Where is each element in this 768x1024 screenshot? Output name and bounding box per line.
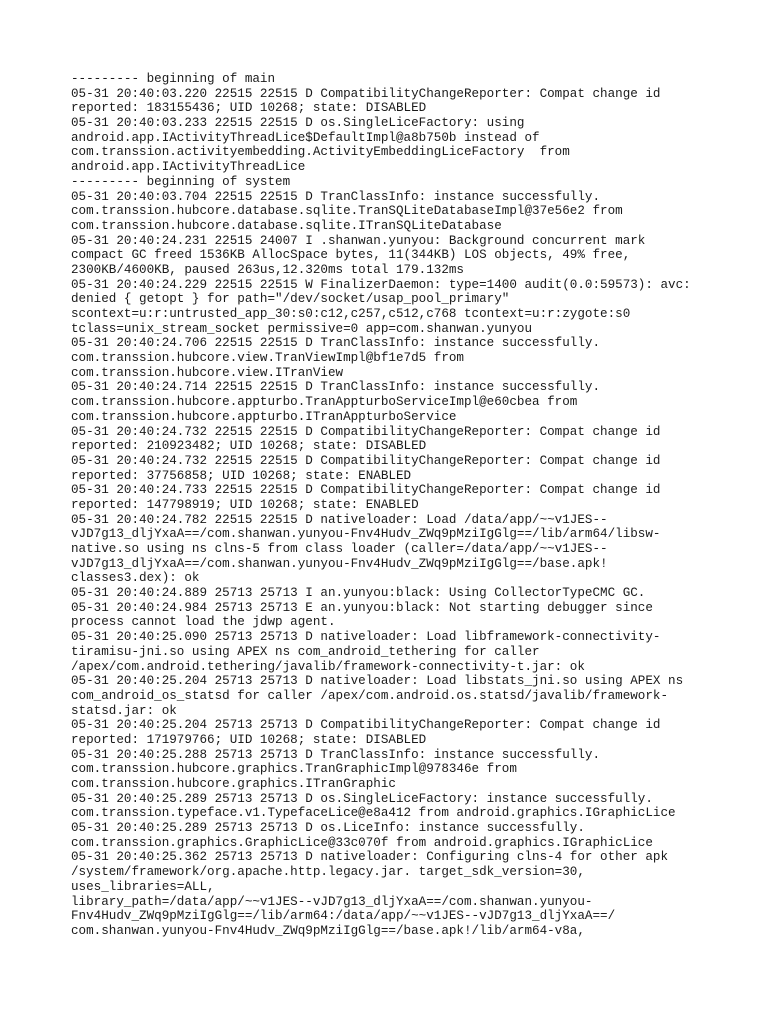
log-line: 05-31 20:40:24.732 22515 22515 D CompatibilityChangeReporter: Compat change id — [71, 453, 661, 468]
log-line: com.transsion.hubcore.database.sqlite.TranSQLiteDatabaseImpl@37e56e2 from — [71, 204, 623, 219]
log-line: tclass=unix_stream_socket permissive=0 app=com.shanwan.yunyou — [71, 321, 533, 336]
log-line: com.transsion.hubcore.graphics.TranGraphicImpl@978346e from — [71, 762, 517, 777]
log-line: process cannot load the jdwp agent. — [71, 615, 336, 630]
log-line: com.transsion.hubcore.graphics.ITranGraphic — [71, 777, 396, 791]
log-line: --------- beginning of main — [71, 72, 276, 86]
log-line: scontext=u:r:untrusted_app_30:s0:c12,c257,c512,c768 tcontext=u:r:zygote:s0 — [71, 307, 631, 321]
log-line: 05-31 20:40:25.289 25713 25713 D os.SingleLiceFactory: instance successfully. — [71, 791, 653, 806]
log-line: 05-31 20:40:24.889 25713 25713 I an.yunyou:black: Using CollectorTypeCMC GC. — [71, 586, 646, 601]
log-line: 05-31 20:40:25.362 25713 25713 D nativeloader: Configuring clns-4 for other apk — [71, 850, 669, 865]
log-line: /system/framework/org.apache.http.legacy.jar. target_sdk_version=30, — [71, 865, 585, 880]
log-line: reported: 37756858; UID 10268; state: ENABLED — [71, 468, 412, 483]
log-line: 05-31 20:40:03.704 22515 22515 D TranClassInfo: instance successfully. — [71, 189, 601, 204]
log-line: vJD7g13_dljYxaA==/com.shanwan.yunyou-Fnv4Hudv_ZWq9pMziIgGlg==/base.apk! — [71, 556, 608, 571]
log-line: com.transsion.typeface.v1.TypefaceLice@e8a412 from android.graphics.IGraphicLice — [71, 806, 676, 821]
log-line: 2300KB/4600KB, paused 263us,12.320ms total 179.132ms — [71, 262, 464, 277]
log-line: denied { getopt } for path="/dev/socket/usap_pool_primary" — [71, 292, 510, 307]
log-line: com.transsion.hubcore.appturbo.ITranAppturboService — [71, 409, 457, 424]
log-line: com_android_os_statsd for caller /apex/com.android.os.statsd/javalib/framework- — [71, 688, 669, 703]
log-line: statsd.jar: ok — [71, 703, 177, 718]
log-line: com.transsion.hubcore.view.TranViewImpl@bf1e7d5 from — [71, 351, 464, 366]
log-line: com.transsion.graphics.GraphicLice@33c070f from android.graphics.IGraphicLice — [71, 835, 653, 850]
log-line: 05-31 20:40:24.229 22515 22515 W FinalizerDaemon: type=1400 audit(0.0:59573): avc: — [71, 277, 691, 292]
log-line: 05-31 20:40:25.204 25713 25713 D nativeloader: Load libstats_jni.so using APEX ns — [71, 674, 684, 689]
log-line: 05-31 20:40:03.220 22515 22515 D CompatibilityChangeReporter: Compat change id — [71, 86, 661, 101]
log-line: 05-31 20:40:25.204 25713 25713 D CompatibilityChangeReporter: Compat change id — [71, 718, 661, 733]
log-line: 05-31 20:40:24.782 22515 22515 D nativeloader: Load /data/app/~~v1JES-- — [71, 512, 608, 527]
log-line: com.transsion.hubcore.database.sqlite.ITranSQLiteDatabase — [71, 218, 502, 233]
log-line: com.shanwan.yunyou-Fnv4Hudv_ZWq9pMziIgGlg==/base.apk!/lib/arm64-v8a, — [71, 923, 585, 938]
log-line: 05-31 20:40:25.288 25713 25713 D TranClassInfo: instance successfully. — [71, 747, 601, 762]
log-line: classes3.dex): ok — [71, 571, 200, 586]
log-line: 05-31 20:40:24.984 25713 25713 E an.yunyou:black: Not starting debugger since — [71, 600, 653, 615]
log-text — [71, 72, 701, 939]
log-line: native.so using ns clns-5 from class loader (caller=/data/app/~~v1JES-- — [71, 542, 608, 556]
log-line: com.transsion.hubcore.view.ITranView — [71, 365, 344, 380]
log-line: android.app.IActivityThreadLice — [71, 160, 306, 175]
log-line: 05-31 20:40:25.090 25713 25713 D nativeloader: Load libframework-connectivity- — [71, 630, 661, 645]
log-line: --------- beginning of system — [71, 174, 291, 189]
log-line: /apex/com.android.tethering/javalib/framework-connectivity-t.jar: ok — [71, 659, 585, 674]
log-line: vJD7g13_dljYxaA==/com.shanwan.yunyou-Fnv4Hudv_ZWq9pMziIgGlg==/lib/arm64/libsw- — [71, 527, 661, 542]
log-line: 05-31 20:40:03.233 22515 22515 D os.SingleLiceFactory: using — [71, 116, 525, 131]
log-line: uses_libraries=ALL, — [71, 879, 215, 894]
log-line: reported: 183155436; UID 10268; state: DISABLED — [71, 101, 427, 116]
log-line: com.transsion.hubcore.appturbo.TranAppturboServiceImpl@e60cbea from — [71, 395, 578, 410]
log-line: reported: 171979766; UID 10268; state: DISABLED — [71, 732, 427, 747]
log-line: Fnv4Hudv_ZWq9pMziIgGlg==/lib/arm64:/data/app/~~v1JES--vJD7g13_dljYxaA==/ — [71, 909, 616, 924]
log-line: 05-31 20:40:25.289 25713 25713 D os.LiceInfo: instance successfully. — [71, 821, 585, 836]
log-line: compact GC freed 1536KB AllocSpace bytes, 11(344KB) LOS objects, 49% free, — [71, 248, 631, 263]
log-line: 05-31 20:40:24.714 22515 22515 D TranClassInfo: instance successfully. — [71, 380, 601, 395]
log-line: tiramisu-jni.so using APEX ns com_android_tethering for caller — [71, 644, 540, 659]
log-line: 05-31 20:40:24.231 22515 24007 I .shanwan.yunyou: Background concurrent mark — [71, 233, 646, 248]
log-line: library_path=/data/app/~~v1JES--vJD7g13_dljYxaA==/com.shanwan.yunyou- — [71, 894, 593, 909]
log-line: android.app.IActivityThreadLice$DefaultImpl@a8b750b instead of — [71, 130, 540, 145]
log-line: 05-31 20:40:24.706 22515 22515 D TranClassInfo: instance successfully. — [71, 336, 601, 351]
log-line: com.transsion.activityembedding.ActivityEmbeddingLiceFactory from — [71, 145, 570, 160]
log-line: reported: 147798919; UID 10268; state: ENABLED — [71, 497, 419, 512]
log-line: 05-31 20:40:24.733 22515 22515 D CompatibilityChangeReporter: Compat change id — [71, 483, 661, 498]
log-line: 05-31 20:40:24.732 22515 22515 D CompatibilityChangeReporter: Compat change id — [71, 424, 661, 439]
log-line: reported: 210923482; UID 10268; state: DISABLED — [71, 439, 427, 454]
